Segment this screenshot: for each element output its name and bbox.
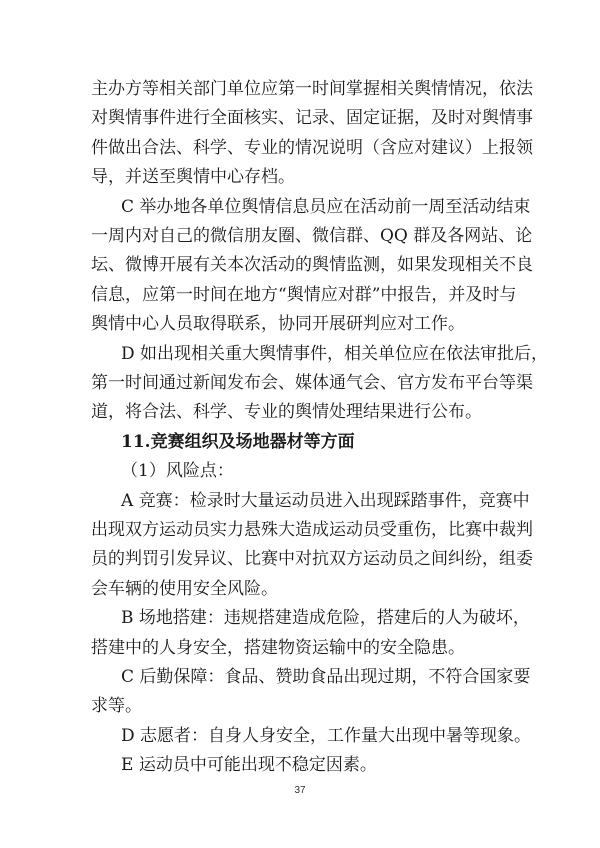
text-line: 会车辆的使用安全风险。 [91,579,278,599]
text-line: 坛、微博开展有关本次活动的舆情监测，如果发现相关不良 [91,255,533,275]
subsection-label: （1）风险点： [121,461,234,481]
text-line: 导，并送至舆情中心存档。 [91,167,295,187]
text-line: 一周内对自己的微信朋友圈、微信群、QQ 群及各网站、论 [91,226,533,246]
text-line: C 后勤保障：食品、赞助食品出现过期，不符合国家要 [121,667,531,687]
text-line: 求等。 [91,696,142,716]
text-line: E 运动员中可能出现不稳定因素。 [121,755,377,775]
text-line: 信息，应第一时间在地方“舆情应对群”中报告，并及时与 [91,285,517,305]
page-number: 37 [294,785,306,796]
text-line: 搭建中的人身安全，搭建物资运输中的安全隐患。 [91,638,465,658]
text-line: C 举办地各单位舆情信息员应在活动前一周至活动结束 [121,197,531,217]
text-line: 舆情中心人员取得联系，协同开展研判应对工作。 [91,314,465,334]
text-line: 对舆情事件进行全面核实、记录、固定证据，及时对舆情事 [91,108,533,128]
text-line: 员的判罚引发异议、比赛中对抗双方运动员之间纠纷，组委 [91,549,533,569]
text-line: 道，将合法、科学、专业的舆情处理结果进行公布。 [91,402,482,422]
text-line: D 志愿者：自身人身安全，工作量大出现中暑等现象。 [121,726,532,746]
text-line: B 场地搭建：违规搭建造成危险，搭建后的人为破坏， [121,608,530,628]
text-line: 件做出合法、科学、专业的情况说明（含应对建议）上报领 [91,138,533,158]
text-line: D 如出现相关重大舆情事件，相关单位应在依法审批后， [121,344,549,364]
section-heading: 11.竞赛组织及场地器材等方面 [121,432,355,452]
text-line: 出现双方运动员实力悬殊大造成运动员受重伤，比赛中裁判 [91,520,533,540]
text-line: 主办方等相关部门单位应第一时间掌握相关舆情情况，依法 [91,79,533,99]
text-line: A 竞赛：检录时大量运动员进入出现踩踏事件，竞赛中 [121,491,530,511]
text-line: 第一时间通过新闻发布会、媒体通气会、官方发布平台等渠 [91,373,533,393]
